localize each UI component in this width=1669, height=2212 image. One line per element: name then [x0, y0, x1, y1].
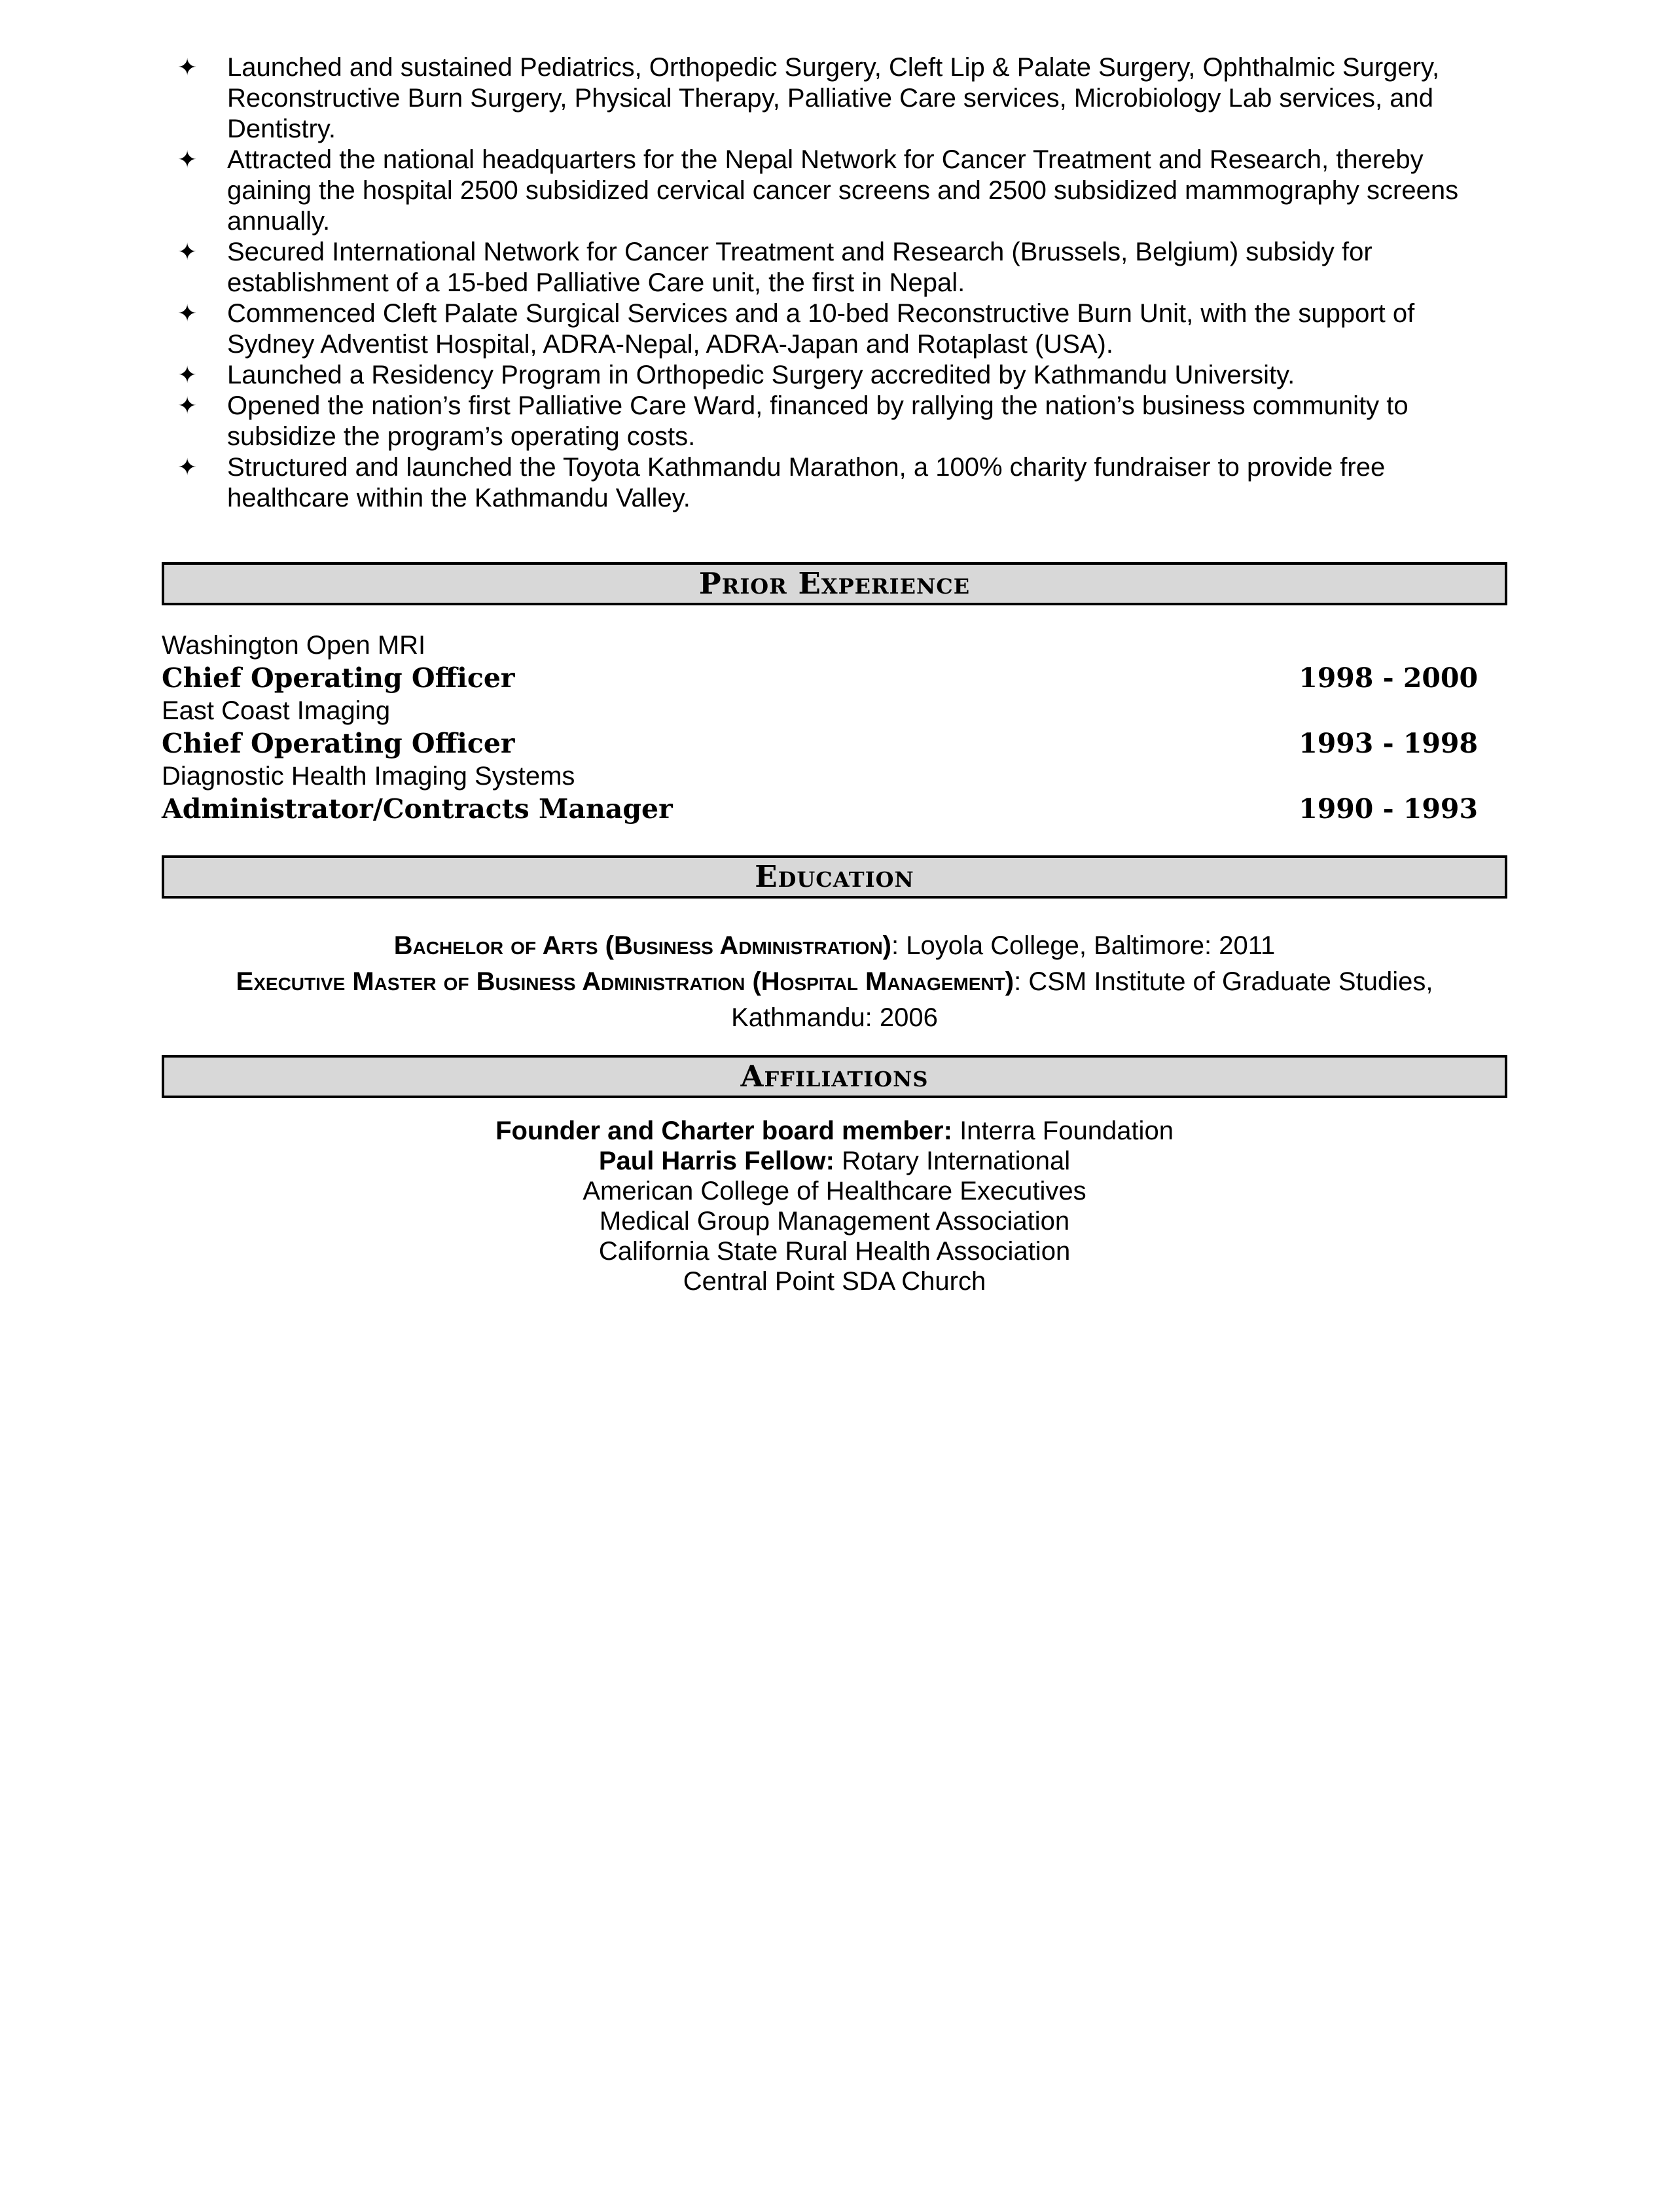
resume-page	[0, 52, 1669, 2212]
four-pointed-star-bullet-icon: ✦	[177, 54, 198, 81]
education-entry	[206, 928, 1463, 964]
bullet-text: Structured and launched the Toyota Kathmandu Marathon, a 100% charity fundraiser to provide free healthcare within the Kathmandu Valley.	[227, 453, 1386, 512]
affiliation-role: Paul Harris Fellow:	[598, 1147, 834, 1175]
affiliation-org: American College of Healthcare Executives	[583, 1177, 1086, 1205]
affiliation-entry	[162, 1176, 1507, 1206]
degree-name: Executive Master of Business Administration (Hospital Management)	[236, 967, 1014, 996]
company-name	[162, 694, 1507, 727]
affiliation-org: Central Point SDA Church	[683, 1267, 986, 1296]
company-text: Diagnostic Health Imaging Systems	[162, 762, 575, 791]
section-header-prior-experience	[162, 562, 1507, 605]
company-text: East Coast Imaging	[162, 696, 391, 725]
four-pointed-star-bullet-icon: ✦	[177, 393, 198, 419]
bullet-item	[162, 145, 1507, 237]
affiliation-entry	[162, 1266, 1507, 1296]
affiliation-entry	[162, 1116, 1507, 1146]
company-name	[162, 629, 1507, 662]
degree-details: : Loyola College, Baltimore: 2011	[891, 931, 1276, 960]
prior-experience-section	[162, 629, 1507, 825]
degree-details: : CSM Institute of Graduate Studies, Kathmandu: 2006	[731, 967, 1433, 1032]
education-section	[206, 928, 1463, 1036]
bullet-item	[162, 452, 1507, 514]
four-pointed-star-bullet-icon: ✦	[177, 362, 198, 389]
education-entry	[206, 964, 1463, 1036]
date-range: 1993 - 1998	[1299, 728, 1478, 759]
achievements-list	[162, 52, 1507, 514]
section-header-affiliations	[162, 1055, 1507, 1098]
bullet-text: Attracted the national headquarters for the Nepal Network for Cancer Treatment and Research, thereby gaining the hospital 2500 subsidized cervical cancer screens and 2500 subsidized mammography screens annually.	[227, 145, 1459, 236]
date-range: 1998 - 2000	[1299, 662, 1478, 694]
affiliation-role: Founder and Charter board member:	[495, 1116, 952, 1145]
four-pointed-star-bullet-icon: ✦	[177, 147, 198, 173]
bullet-text: Launched and sustained Pediatrics, Orthopedic Surgery, Cleft Lip & Palate Surgery, Ophthalmic Surgery, Reconstructive Burn Surgery, Physical Therapy, Palliative Care services, Microbiology Lab services, and Dentistry.	[227, 53, 1440, 143]
job-title-row	[162, 727, 1507, 760]
job-title-row	[162, 793, 1507, 825]
job-title: Chief Operating Officer	[162, 728, 515, 759]
affiliation-org: Interra Foundation	[960, 1116, 1174, 1145]
job-title: Administrator/Contracts Manager	[162, 793, 673, 825]
affiliation-org: Rotary International	[842, 1147, 1071, 1175]
four-pointed-star-bullet-icon: ✦	[177, 239, 198, 266]
date-range: 1990 - 1993	[1299, 793, 1478, 825]
section-header-education	[162, 855, 1507, 899]
bullet-text: Opened the nation’s first Palliative Care Ward, financed by rallying the nation’s business community to subsidize the program’s operating costs.	[227, 391, 1409, 451]
section-title: Prior Experience	[698, 566, 971, 601]
four-pointed-star-bullet-icon: ✦	[177, 300, 198, 327]
affiliation-org: Medical Group Management Association	[599, 1207, 1070, 1236]
company-name	[162, 760, 1507, 793]
degree-name: Bachelor of Arts (Business Administration)	[393, 931, 891, 960]
affiliations-section	[162, 1116, 1507, 1296]
job-title-row	[162, 662, 1507, 694]
bullet-text: Secured International Network for Cancer Treatment and Research (Brussels, Belgium) subsidy for establishment of a 15-bed Palliative Care unit, the first in Nepal.	[227, 238, 1373, 297]
affiliation-org: California State Rural Health Association	[598, 1237, 1071, 1266]
affiliation-entry	[162, 1146, 1507, 1176]
affiliation-entry	[162, 1236, 1507, 1266]
bullet-item	[162, 298, 1507, 360]
bullet-text: Launched a Residency Program in Orthopedic Surgery accredited by Kathmandu University.	[227, 361, 1295, 389]
company-text: Washington Open MRI	[162, 631, 426, 660]
bullet-item	[162, 52, 1507, 145]
section-title: Education	[755, 859, 914, 894]
job-title: Chief Operating Officer	[162, 662, 515, 694]
bullet-item	[162, 391, 1507, 452]
section-title: Affiliations	[740, 1059, 929, 1094]
four-pointed-star-bullet-icon: ✦	[177, 454, 198, 481]
bullet-item	[162, 360, 1507, 391]
bullet-text: Commenced Cleft Palate Surgical Services and a 10-bed Reconstructive Burn Unit, with the support of Sydney Adventist Hospital, ADRA-Nepal, ADRA-Japan and Rotaplast (USA).	[227, 299, 1415, 359]
affiliation-entry	[162, 1206, 1507, 1236]
bullet-item	[162, 237, 1507, 298]
